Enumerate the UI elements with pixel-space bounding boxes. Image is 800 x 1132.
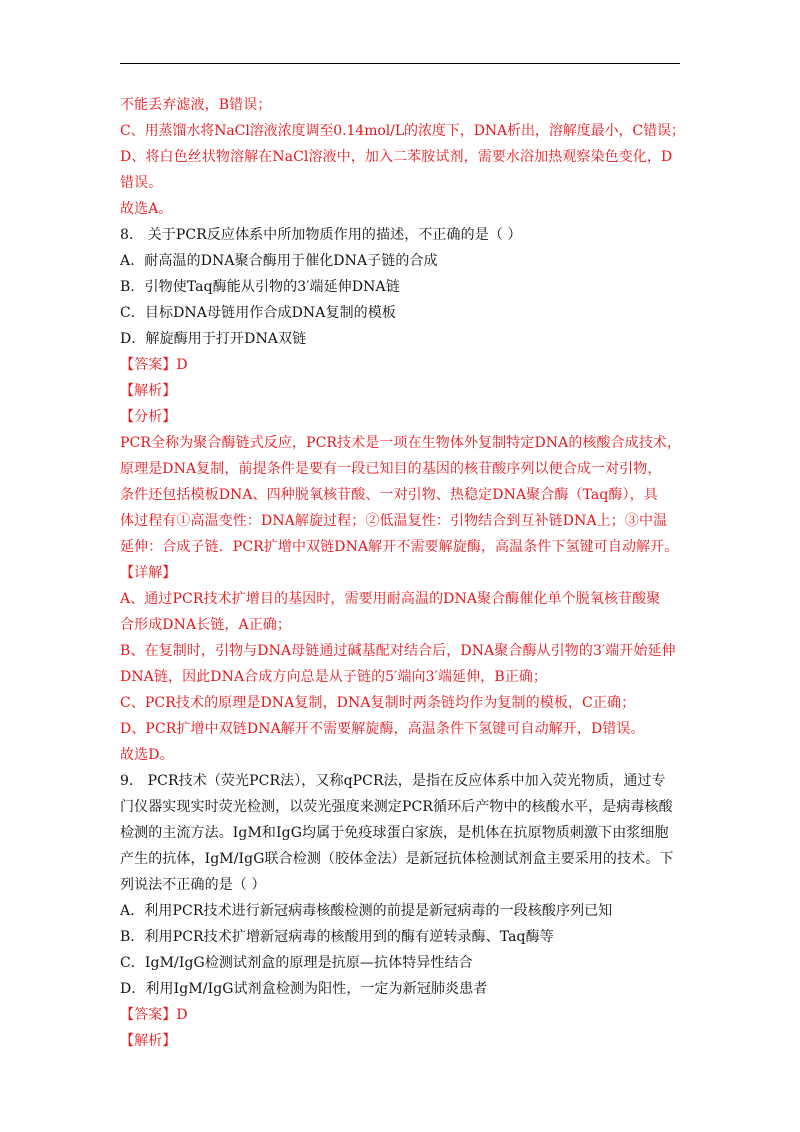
text-line: 8． 关于PCR反应体系中所加物质作用的描述，不正确的是（ ）: [120, 227, 522, 243]
text-line: 【分析】: [120, 409, 177, 425]
text-line: B．引物使Taq酶能从引物的3′端延伸DNA链: [120, 279, 400, 295]
text-line: 合形成DNA长链，A正确；: [120, 617, 291, 633]
text-line: D．解旋酶用于打开DNA双链: [120, 331, 307, 347]
text-line: 列说法不正确的是（ ）: [120, 877, 266, 893]
text-line: 【答案】D: [120, 1007, 188, 1023]
text-line: B、在复制时，引物与DNA母链通过碱基配对结合后，DNA聚合酶从引物的3′端开始延伸: [120, 643, 676, 659]
text-line: 错误。: [120, 175, 163, 191]
text-line: PCR全称为聚合酶链式反应，PCR技术是一项在生物体外复制特定DNA的核酸合成技术，: [120, 435, 682, 451]
text-line: 延伸：合成子链．PCR扩增中双链DNA解开不需要解旋酶，高温条件下氢键可自动解开。: [120, 539, 679, 555]
text-line: 原理是DNA复制，前提条件是要有一段已知目的基因的核苷酸序列以便合成一对引物，: [120, 461, 662, 477]
text-line: 产生的抗体，IgM/IgG联合检测（胶体金法）是新冠抗体检测试剂盒主要采用的技术。下: [120, 851, 674, 867]
text-line: 故选A。: [120, 201, 173, 217]
text-line: B．利用PCR技术扩增新冠病毒的核酸用到的酶有逆转录酶、Taq酶等: [120, 929, 554, 945]
text-line: D、PCR扩增中双链DNA解开不需要解旋酶，高温条件下氢键可自动解开，D错误。: [120, 721, 645, 737]
text-line: DNA链，因此DNA合成方向总是从子链的5′端向3′端延伸，B正确；: [120, 669, 548, 685]
text-line: 条件还包括模板DNA、四种脱氧核苷酸、一对引物、热稳定DNA聚合酶（Taq酶），具: [120, 487, 658, 503]
text-line: 【解析】: [120, 383, 177, 399]
text-line: 【详解】: [120, 565, 177, 581]
text-line: C．目标DNA母链用作合成DNA复制的模板: [120, 305, 396, 321]
text-line: D、将白色丝状物溶解在NaCl溶液中，加入二苯胺试剂，需要水浴加热观察染色变化，D: [120, 149, 673, 165]
text-line: A、通过PCR技术扩增目的基因时，需要用耐高温的DNA聚合酶催化单个脱氧核苷酸聚: [120, 591, 661, 607]
text-line: A．利用PCR技术进行新冠病毒核酸检测的前提是新冠病毒的一段核酸序列已知: [120, 903, 613, 919]
text-line: 故选D。: [120, 747, 174, 763]
document-body: [120, 92, 685, 1054]
text-line: 9． PCR技术（荧光PCR法），又称qPCR法，是指在反应体系中加入荧光物质，通过专: [120, 773, 666, 789]
text-line: C．IgM/IgG检测试剂盒的原理是抗原—抗体特异性结合: [120, 955, 473, 971]
text-line: A．耐高温的DNA聚合酶用于催化DNA子链的合成: [120, 253, 438, 269]
text-line: C、PCR技术的原理是DNA复制，DNA复制时两条链均作为复制的模板，C正确；: [120, 695, 636, 711]
text-line: 【答案】D: [120, 357, 188, 373]
text-line: D．利用IgM/IgG试剂盒检测为阳性，一定为新冠肺炎患者: [120, 981, 488, 997]
text-line: 【解析】: [120, 1033, 177, 1049]
text-line: 门仪器实现实时荧光检测，以荧光强度来测定PCR循环后产物中的核酸水平，是病毒核酸: [120, 799, 673, 815]
text-line: 检测的主流方法。IgM和IgG均属于免疫球蛋白家族，是机体在抗原物质刺激下由浆细胞: [120, 825, 669, 841]
text-line: 不能丢弃滤液，B错误；: [120, 97, 272, 113]
text-line: C、用蒸馏水将NaCl溶液浓度调至0.14mol/L的浓度下，DNA析出，溶解度最小，C错误；: [120, 123, 685, 139]
text-line: 体过程有①高温变性：DNA解旋过程；②低温复性：引物结合到互补链DNA上；③中温: [120, 513, 668, 529]
header-rule: [120, 63, 680, 64]
